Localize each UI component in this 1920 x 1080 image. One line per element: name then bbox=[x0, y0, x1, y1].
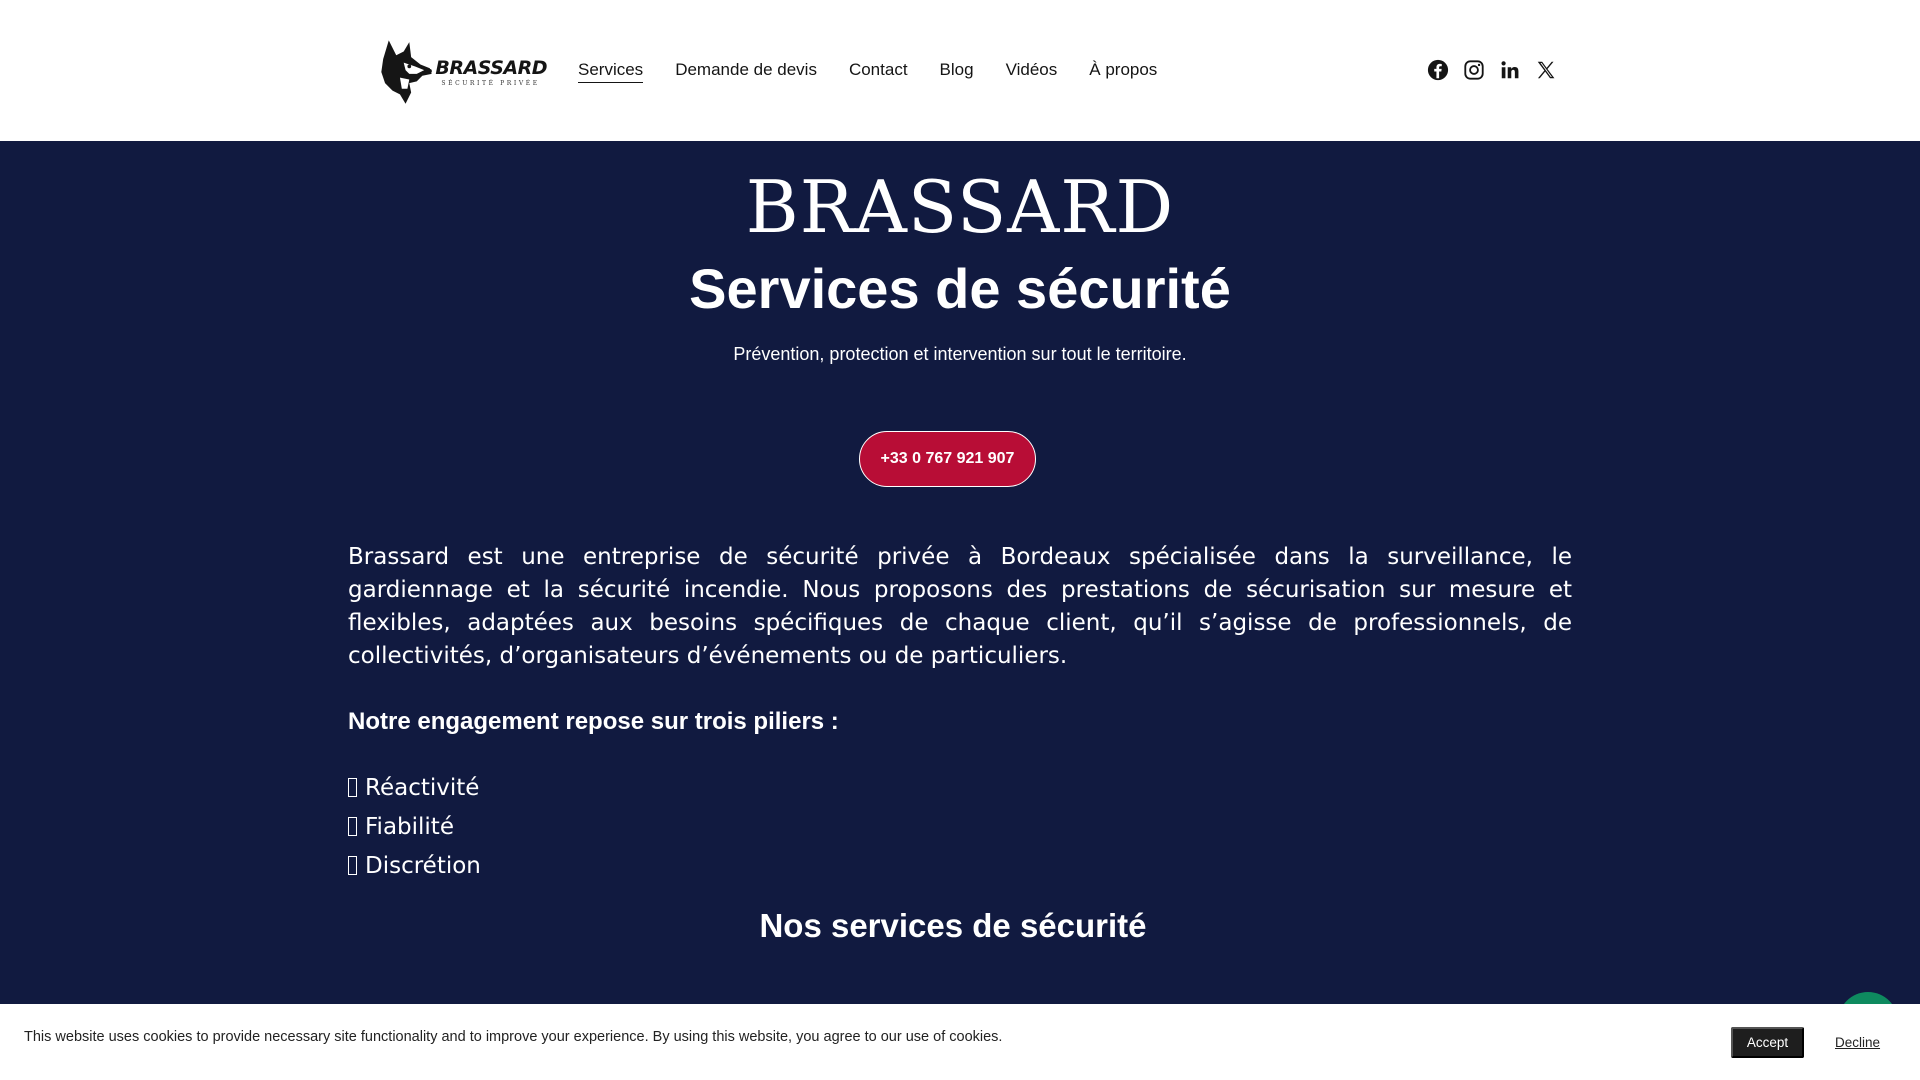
hero-brand: BRASSARD bbox=[745, 165, 1175, 249]
facebook-icon[interactable] bbox=[1426, 58, 1450, 82]
cookie-text: This website uses cookies to provide necessary site functionality and to improve your experience. By using this website, you agree to our use of cookies. bbox=[24, 1029, 1003, 1045]
pillar-label: Discrétion bbox=[365, 853, 481, 879]
pillars-list bbox=[348, 769, 481, 886]
logo-subtitle: SÉCURITÉ PRIVÉE bbox=[441, 79, 540, 87]
pillar-item bbox=[348, 808, 481, 847]
missing-glyph-icon bbox=[348, 817, 357, 836]
services-heading: Nos services de sécurité bbox=[759, 907, 1147, 944]
pillar-label: Réactivité bbox=[365, 775, 480, 801]
nav-item-a-propos[interactable]: À propos bbox=[1089, 60, 1158, 79]
site-header bbox=[0, 0, 1920, 141]
missing-glyph-icon bbox=[348, 856, 357, 875]
logo-name: BRASSARD bbox=[435, 56, 547, 79]
nav-item-videos[interactable]: Vidéos bbox=[1005, 60, 1058, 79]
accept-cookies-button[interactable]: Accept bbox=[1731, 1027, 1804, 1058]
instagram-icon[interactable] bbox=[1462, 58, 1486, 82]
social-links bbox=[1426, 58, 1570, 82]
nav-item-blog[interactable]: Blog bbox=[939, 60, 974, 79]
nav-item-services[interactable]: Services bbox=[578, 58, 643, 83]
decline-cookies-button[interactable]: Decline bbox=[1835, 1035, 1881, 1050]
pillar-item bbox=[348, 769, 481, 808]
main-nav bbox=[578, 58, 1189, 83]
pillar-item bbox=[348, 847, 481, 886]
pillars-heading: Notre engagement repose sur trois piliers : bbox=[348, 708, 839, 735]
site-logo[interactable] bbox=[372, 34, 547, 110]
x-icon[interactable] bbox=[1534, 58, 1558, 82]
linkedin-icon[interactable] bbox=[1498, 58, 1522, 82]
missing-glyph-icon bbox=[348, 778, 357, 797]
logo-text bbox=[435, 58, 547, 87]
pillar-label: Fiabilité bbox=[365, 814, 454, 840]
phone-call-button[interactable]: +33 0 767 921 907 bbox=[859, 431, 1036, 487]
intro-paragraph: Brassard est une entreprise de sécurité privée à Bordeaux spécialisée dans la surveillance, le gardiennage et la sécurité incendie. Nous proposons des prestations de sécurisation sur mesure et flexibles, adaptées aux besoins spécifiques de chaque client, qu’il s’agisse de professionnels, de collectivités, d’organisateurs d’événements ou de particuliers. bbox=[348, 544, 1572, 669]
husky-head-icon bbox=[372, 34, 435, 110]
nav-item-contact[interactable]: Contact bbox=[848, 60, 908, 79]
nav-item-demande-de-devis[interactable]: Demande de devis bbox=[675, 60, 817, 79]
page-title: Services de sécurité bbox=[689, 257, 1231, 320]
hero-subtitle: Prévention, protection et intervention sur tout le territoire. bbox=[733, 344, 1187, 364]
